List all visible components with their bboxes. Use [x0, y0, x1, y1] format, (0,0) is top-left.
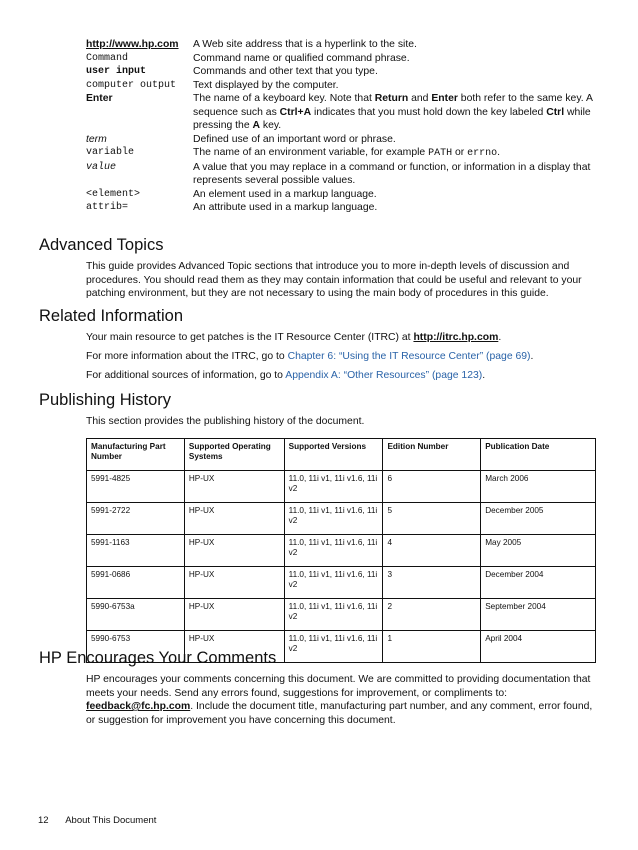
paragraph-text: .: [498, 332, 502, 343]
convention-definition: An attribute used in a markup language.: [193, 202, 378, 213]
paragraph-text: For additional sources of information, go to: [86, 370, 286, 381]
convention-row: [86, 65, 596, 79]
related-info-paragraph: [86, 369, 596, 383]
key-name: Ctrl+A: [279, 106, 312, 118]
table-cell: 4: [383, 535, 481, 567]
table-row: [87, 503, 596, 535]
convention-row: [86, 79, 596, 93]
paragraph-text: Your main resource to get patches is the IT Resource Center (ITRC) at: [86, 332, 414, 343]
itrc-link[interactable]: http://itrc.hp.com: [413, 332, 499, 343]
convention-term: variable: [86, 147, 135, 158]
convention-row: [86, 188, 596, 202]
convention-row: [86, 52, 596, 66]
table-row: [87, 535, 596, 567]
table-cell: 5991-4825: [87, 471, 185, 503]
table-row: [87, 471, 596, 503]
table-cell: HP-UX: [184, 567, 284, 599]
column-header: Publication Date: [481, 439, 596, 471]
related-info-paragraph: [86, 331, 596, 345]
column-header: Edition Number: [383, 439, 481, 471]
convention-row: [86, 146, 596, 161]
table-cell: 3: [383, 567, 481, 599]
convention-term-link[interactable]: http://www.hp.com: [86, 39, 179, 50]
code-text: errno: [467, 148, 498, 159]
convention-definition: Command name or qualified command phrase.: [193, 52, 410, 64]
convention-definition: Defined use of an important word or phrase.: [193, 133, 396, 145]
table-cell: 1: [383, 631, 481, 663]
comments-heading: HP Encourages Your Comments: [39, 649, 277, 667]
convention-term: term: [86, 133, 107, 145]
convention-definition: Text displayed by the computer.: [193, 79, 339, 91]
convention-term: Enter: [86, 93, 113, 104]
paragraph-text: HP encourages your comments concerning this document. We are committed to providing documentation that meets your needs. Send any errors found, suggestions for improvement, or compliments to:: [86, 674, 591, 699]
key-name: Ctrl: [546, 106, 565, 118]
convention-term: user input: [86, 66, 147, 77]
definition-text: indicates that you must hold down the key labeled: [311, 106, 547, 118]
footer-section-title: About This Document: [65, 815, 157, 826]
related-information-heading: Related Information: [39, 307, 183, 325]
convention-definition: A Web site address that is a hyperlink to the site.: [193, 39, 417, 50]
definition-text: .: [497, 147, 501, 158]
table-cell: 5: [383, 503, 481, 535]
table-cell: December 2005: [481, 503, 596, 535]
table-cell: 5990-6753a: [87, 599, 185, 631]
convention-row: [86, 201, 596, 215]
table-cell: May 2005: [481, 535, 596, 567]
convention-definition: Commands and other text that you type.: [193, 66, 378, 77]
typographic-conventions: [86, 38, 596, 215]
convention-term: computer output: [86, 79, 177, 91]
convention-term: <element>: [86, 188, 141, 200]
publishing-history-table: [86, 438, 596, 663]
convention-definition: An element used in a markup language.: [193, 188, 377, 200]
table-cell: 6: [383, 471, 481, 503]
paragraph-text: .: [530, 351, 534, 362]
table-cell: HP-UX: [184, 631, 284, 663]
convention-term: Command: [86, 52, 129, 64]
paragraph-text: For more information about the ITRC, go to: [86, 351, 288, 362]
key-name: A: [252, 120, 261, 131]
key-name: Enter: [431, 93, 458, 104]
convention-row: [86, 92, 596, 133]
convention-definition: [193, 146, 596, 161]
convention-row: [86, 38, 596, 52]
table-cell: 11.0, 11i v1, 11i v1.6, 11i v2: [284, 567, 383, 599]
table-cell: HP-UX: [184, 471, 284, 503]
related-info-paragraph: [86, 350, 596, 364]
definition-text: both refer to the same key. A sequence such as: [193, 93, 593, 118]
publishing-history-heading: Publishing History: [39, 391, 172, 409]
definition-text: while pressing the: [193, 106, 591, 131]
appendix-a-link[interactable]: Appendix A: “Other Resources” (page 123): [285, 370, 483, 381]
page-footer: [38, 815, 156, 826]
table-row: [87, 567, 596, 599]
table-cell: 2: [383, 599, 481, 631]
table-cell: September 2004: [481, 599, 596, 631]
paragraph-text: . Include the document title, manufacturing part number, and any comment, error found, or suggestion for improvement you have concerning this document.: [86, 701, 593, 726]
table-cell: 5991-2722: [87, 503, 185, 535]
table-cell: HP-UX: [184, 535, 284, 567]
table-row: [87, 599, 596, 631]
table-cell: 5991-0686: [87, 567, 185, 599]
paragraph-text: .: [482, 370, 486, 381]
table-cell: April 2004: [481, 631, 596, 663]
table-cell: HP-UX: [184, 503, 284, 535]
comments-text: [86, 673, 596, 727]
column-header: Supported Versions: [284, 439, 383, 471]
table-cell: 5990-6753: [87, 631, 185, 663]
advanced-topics-heading: Advanced Topics: [39, 236, 164, 254]
table-header-row: [87, 439, 596, 471]
table-cell: 11.0, 11i v1, 11i v1.6, 11i v2: [284, 535, 383, 567]
code-text: PATH: [428, 148, 453, 159]
definition-text: The name of a keyboard key. Note that: [193, 93, 375, 104]
feedback-email-link[interactable]: feedback@fc.hp.com: [86, 701, 191, 712]
convention-definition: A value that you may replace in a command or function, or information in a display that represents several possible values.: [193, 161, 591, 186]
convention-row: [86, 161, 596, 188]
column-header: Manufacturing Part Number: [87, 439, 185, 471]
table-cell: 11.0, 11i v1, 11i v1.6, 11i v2: [284, 599, 383, 631]
definition-text: or: [452, 147, 468, 158]
page-number: 12: [38, 815, 49, 826]
table-cell: HP-UX: [184, 599, 284, 631]
table-cell: March 2006: [481, 471, 596, 503]
convention-row: [86, 133, 596, 147]
convention-term: attrib=: [86, 202, 129, 213]
definition-text: and: [408, 93, 432, 104]
chapter-6-link[interactable]: Chapter 6: “Using the IT Resource Center” (page 69): [287, 351, 531, 362]
definition-text: key.: [260, 120, 282, 131]
convention-term: value: [86, 161, 117, 173]
table-cell: 11.0, 11i v1, 11i v1.6, 11i v2: [284, 631, 383, 663]
publishing-history-intro: This section provides the publishing history of the document.: [86, 416, 365, 427]
column-header: Supported Operating Systems: [184, 439, 284, 471]
advanced-topics-text: This guide provides Advanced Topic sections that introduce you to more in-depth levels of discussion and procedures. You should read them as they may contain information that could be useful and relevant to your patching environment, but they are not necessary to using the main body of procedures in this guide.: [86, 261, 582, 299]
table-cell: 5991-1163: [87, 535, 185, 567]
table-cell: 11.0, 11i v1, 11i v1.6, 11i v2: [284, 503, 383, 535]
key-name: Return: [374, 93, 409, 104]
table-cell: 11.0, 11i v1, 11i v1.6, 11i v2: [284, 471, 383, 503]
table-cell: December 2004: [481, 567, 596, 599]
convention-definition: [193, 92, 596, 133]
definition-text: The name of an environment variable, for example: [193, 147, 429, 158]
